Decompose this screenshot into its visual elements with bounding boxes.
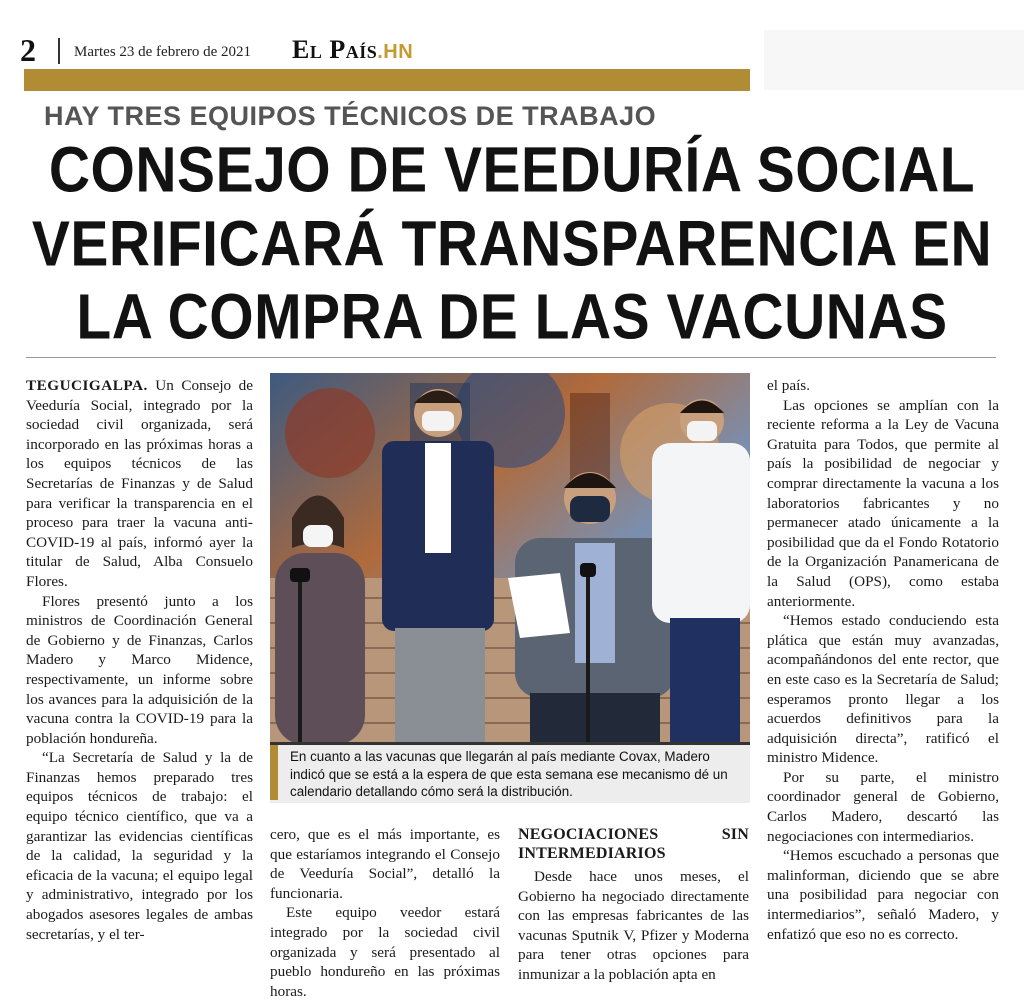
article-column-4 xyxy=(767,376,999,944)
photo-caption: En cuanto a las vacunas que llegarán al país mediante Covax, Madero indicó que se está a la espera de que esta semana ese mecanismo dé un calendario detallando cómo será la distribución. xyxy=(290,749,728,799)
paragraph: Desde hace unos meses, el Gobierno ha negociado directamente con las empresas fabricantes de las vacunas Sputnik V, Pfizer y Moderna para tener otras opciones para inmunizar a la población apta en xyxy=(518,868,749,983)
article-column-3 xyxy=(518,825,749,985)
brand-suffix: .HN xyxy=(377,41,414,63)
article-column-1 xyxy=(26,376,253,944)
paragraph: “Hemos escuchado a personas que malinforman, diciendo que se abre una posibilidad para negociar con intermediarios”, señaló Madero, y enfatizó que eso no es correcto. xyxy=(767,847,999,943)
paragraph: “Hemos estado conduciendo esta plática que están muy avanzadas, acompañándonos del ente rector, que en este caso es la Secretaría de Salud; esperamos pronto llegar a los acuerdos definitivos para la adquisición directa”, ratificó el ministro Midence. xyxy=(767,612,999,767)
header-background xyxy=(764,30,1024,90)
paragraph: Este equipo veedor estará integrado por la sociedad civil organizada y será presentado al pueblo hondureño en las próximas horas. xyxy=(270,904,500,1000)
headline-line-3: LA COMPRA DE LAS VACUNAS xyxy=(76,281,948,353)
paragraph: Por su parte, el ministro coordinador general de Gobierno, Carlos Madero, descartó las negociaciones con intermediarios. xyxy=(767,768,999,845)
article-kicker: HAY TRES EQUIPOS TÉCNICOS DE TRABAJO xyxy=(44,101,657,131)
paragraph-text: Un Consejo de Veeduría Social, integrado por la sociedad civil organizada, será incorporado en las próximas horas a los equipos técnicos de las Secretarías de Finanzas y de Salud para verificar la transparencia en el proceso para traer la vacuna anti-COVID-19 al país, informó ayer la titular de Salud, Alba Consuelo Flores. xyxy=(26,377,254,590)
issue-date: Martes 23 de febrero de 2021 xyxy=(74,44,252,60)
section-subhead: NEGOCIACIONES SIN INTERMEDIARIOS xyxy=(518,826,749,862)
caption-accent xyxy=(270,745,278,800)
dateline: TEGUCIGALPA. xyxy=(26,377,148,394)
paragraph: cero, que es el más importante, es que estaríamos integrando el Consejo de Veeduría Social”, detalló la funcionaria. xyxy=(270,826,500,902)
headline-line-2: VERIFICARÁ TRANSPARENCIA EN xyxy=(31,208,993,280)
brand-main: El País xyxy=(292,35,378,64)
headline-line-1: CONSEJO DE VEEDURÍA SOCIAL xyxy=(48,134,976,206)
paragraph xyxy=(26,376,253,592)
article-photo xyxy=(270,373,750,745)
article-column-2 xyxy=(270,825,500,1001)
paragraph: Las opciones se amplían con la reciente reforma a la Ley de Vacuna Gratuita para Todos, que permite al país la posibilidad de negociar y comprar directamente la vacuna a los laboratorios fabricantes y no permanecer atado únicamente a la posibilidad que da el Fondo Rotatorio de la Organización Panamericana de la Salud (OPS), como estaba anteriormente. xyxy=(767,396,999,610)
paragraph: el país. xyxy=(767,377,811,394)
headline-rule xyxy=(26,357,996,358)
paragraph: “La Secretaría de Salud y la de Finanzas hemos preparado tres equipos técnicos de trabajo: el equipo técnico científico, que va a garantizar las evidencias científicas de la calidad, la seguridad y la eficacia de la vacuna; el equipo legal y administrativo, integrado por los abogados asesores legales de ambas secretarías, y el ter- xyxy=(26,749,253,943)
page-number: 2 xyxy=(20,32,36,68)
header-divider xyxy=(58,38,60,64)
person-center-left xyxy=(382,389,494,745)
press-conference-photo xyxy=(270,373,750,745)
paragraph: Flores presentó junto a los ministros de Coordinación General de Gobierno y de Finanzas, Carlos Madero y Marco Midence, respectivamente, un informe sobre los avances para la adquisición de la vacuna contra la COVID-19 para la población hondureña. xyxy=(26,592,253,747)
newspaper-logo xyxy=(292,34,413,68)
section-bar xyxy=(24,69,750,91)
